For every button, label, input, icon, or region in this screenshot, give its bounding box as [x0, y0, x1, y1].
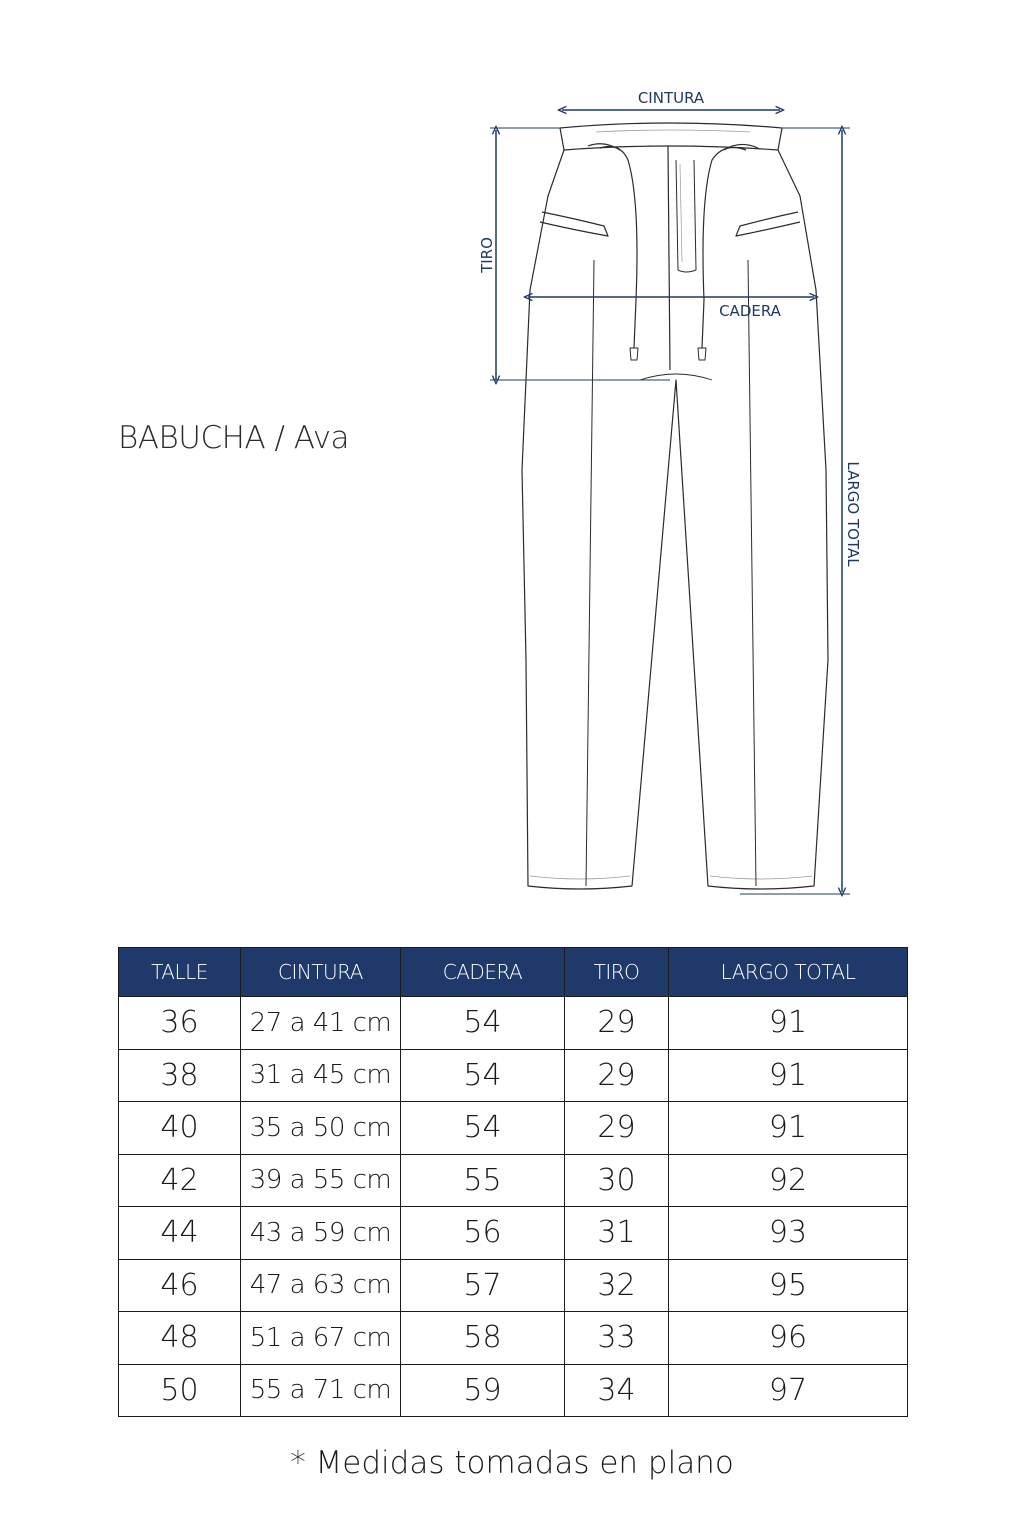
- cell-cintura: 27 a 41 cm: [241, 997, 401, 1050]
- cell-tiro: 29: [565, 1102, 669, 1155]
- cell-tiro: 31: [565, 1207, 669, 1260]
- header-cadera: CADERA: [401, 948, 565, 997]
- cell-largo-total: 93: [669, 1207, 908, 1260]
- footnote: * Medidas tomadas en plano: [290, 1445, 734, 1481]
- cell-tiro: 29: [565, 1049, 669, 1102]
- pants-illustration: [522, 123, 828, 889]
- cell-largo-total: 97: [669, 1364, 908, 1417]
- product-title: BABUCHA / Ava: [118, 420, 350, 456]
- table-row: [119, 1259, 908, 1312]
- table-row: [119, 1207, 908, 1260]
- cell-cadera: 58: [401, 1312, 565, 1365]
- cintura-label: CINTURA: [637, 89, 705, 107]
- measurement-lines: [490, 110, 850, 894]
- cell-tiro: 32: [565, 1259, 669, 1312]
- cell-talle: 44: [119, 1207, 241, 1260]
- cell-tiro: 34: [565, 1364, 669, 1417]
- cell-largo-total: 92: [669, 1154, 908, 1207]
- table-row: [119, 1154, 908, 1207]
- table-row: [119, 1049, 908, 1102]
- cell-cintura: 39 a 55 cm: [241, 1154, 401, 1207]
- cell-tiro: 30: [565, 1154, 669, 1207]
- cell-largo-total: 96: [669, 1312, 908, 1365]
- cell-cadera: 54: [401, 1102, 565, 1155]
- header-cintura: CINTURA: [241, 948, 401, 997]
- cell-talle: 36: [119, 997, 241, 1050]
- cell-talle: 46: [119, 1259, 241, 1312]
- header-tiro: TIRO: [565, 948, 669, 997]
- cadera-label: CADERA: [719, 302, 781, 320]
- header-talle: TALLE: [119, 948, 241, 997]
- cell-cintura: 51 a 67 cm: [241, 1312, 401, 1365]
- cell-cadera: 56: [401, 1207, 565, 1260]
- cell-cadera: 57: [401, 1259, 565, 1312]
- cell-cadera: 55: [401, 1154, 565, 1207]
- cell-talle: 42: [119, 1154, 241, 1207]
- cell-cadera: 54: [401, 1049, 565, 1102]
- cell-cadera: 59: [401, 1364, 565, 1417]
- cell-cintura: 47 a 63 cm: [241, 1259, 401, 1312]
- cell-tiro: 29: [565, 997, 669, 1050]
- size-table: [118, 947, 908, 1417]
- table-row: [119, 1364, 908, 1417]
- cell-largo-total: 91: [669, 1049, 908, 1102]
- cell-tiro: 33: [565, 1312, 669, 1365]
- table-row: [119, 997, 908, 1050]
- cell-talle: 40: [119, 1102, 241, 1155]
- cell-cintura: 43 a 59 cm: [241, 1207, 401, 1260]
- cell-cadera: 54: [401, 997, 565, 1050]
- cell-largo-total: 91: [669, 997, 908, 1050]
- pants-measurement-diagram: [470, 80, 870, 910]
- cell-talle: 48: [119, 1312, 241, 1365]
- cell-largo-total: 95: [669, 1259, 908, 1312]
- largo-total-label: LARGO TOTAL: [844, 461, 862, 567]
- cell-cintura: 55 a 71 cm: [241, 1364, 401, 1417]
- cell-talle: 50: [119, 1364, 241, 1417]
- header-largo-total: LARGO TOTAL: [669, 948, 908, 997]
- cell-talle: 38: [119, 1049, 241, 1102]
- cell-cintura: 35 a 50 cm: [241, 1102, 401, 1155]
- cell-largo-total: 91: [669, 1102, 908, 1155]
- cell-cintura: 31 a 45 cm: [241, 1049, 401, 1102]
- table-row: [119, 1312, 908, 1365]
- table-row: [119, 1102, 908, 1155]
- table-header-row: [119, 948, 908, 997]
- tiro-label: TIRO: [478, 237, 496, 273]
